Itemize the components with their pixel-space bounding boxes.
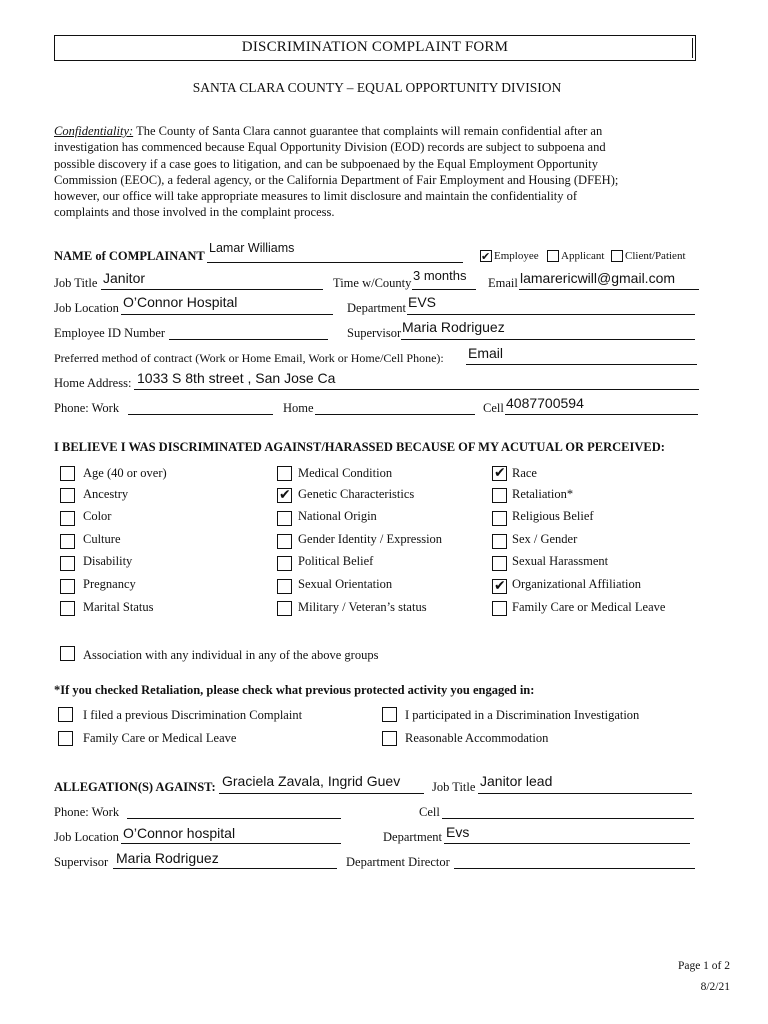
email-label: Email	[488, 276, 518, 290]
basis-label: Ancestry	[83, 487, 129, 501]
basis-color-checkbox[interactable]	[60, 511, 75, 526]
department-field[interactable]	[407, 314, 695, 315]
home-address-label: Home Address:	[54, 376, 132, 390]
employee-id-label: Employee ID Number	[54, 326, 166, 340]
confidentiality-line: possible discovery if a case goes to litigation, and can be subpoenaed by the Equal Employment Opportunity	[54, 156, 598, 171]
complainant-name-field[interactable]	[207, 262, 463, 263]
retaliation-accommodation-checkbox[interactable]	[382, 731, 397, 746]
basis-organizational-affiliation-checkbox[interactable]	[492, 579, 507, 594]
checkmark-icon: ✔	[494, 578, 506, 594]
allegation-cell-field[interactable]	[442, 818, 694, 819]
confidentiality-line: Commission (EEOC), a federal agency, or the California Department of Fair Employment and Housing (DFEH);	[54, 172, 619, 187]
form-subtitle: SANTA CLARA COUNTY – EQUAL OPPORTUNITY DIVISION	[192, 80, 562, 95]
supervisor-field[interactable]	[401, 339, 695, 340]
allegation-department-field[interactable]	[444, 843, 690, 844]
basis-label: Religious Belief	[512, 509, 594, 523]
job-location-label: Job Location	[54, 301, 119, 315]
job-location-value: O’Connor Hospital	[123, 294, 238, 310]
time-with-county-field[interactable]	[412, 289, 476, 290]
allegation-director-field[interactable]	[454, 868, 695, 869]
retaliation-option-label: I participated in a Discrimination Investigation	[405, 708, 640, 722]
allegation-phone-work-label: Phone: Work	[54, 805, 120, 819]
checkmark-icon: ✔	[279, 487, 291, 503]
retaliation-option-label: Reasonable Accommodation	[405, 731, 549, 745]
allegation-job-title-value: Janitor lead	[480, 773, 553, 789]
basis-label: Sexual Harassment	[512, 554, 609, 568]
phone-home-field[interactable]	[315, 414, 475, 415]
basis-culture-checkbox[interactable]	[60, 534, 75, 549]
basis-medical-condition-checkbox[interactable]	[277, 466, 292, 481]
employee-id-field[interactable]	[169, 339, 328, 340]
allegation-value: Graciela Zavala, Ingrid Guev	[222, 773, 401, 789]
checkmark-icon: ✔	[494, 465, 506, 481]
preferred-contact-label: Preferred method of contract (Work or Home Email, Work or Home/Cell Phone):	[54, 351, 444, 365]
basis-label: Race	[512, 466, 537, 480]
retaliation-previous-complaint-checkbox[interactable]	[58, 707, 73, 722]
preferred-contact-field[interactable]	[466, 364, 697, 365]
supervisor-value: Maria Rodriguez	[402, 319, 505, 335]
status-client-patient-checkbox[interactable]	[611, 250, 623, 262]
allegation-job-title-field[interactable]	[478, 793, 692, 794]
allegation-supervisor-field[interactable]	[113, 868, 337, 869]
basis-label: Sex / Gender	[512, 532, 578, 546]
basis-sexual-harassment-checkbox[interactable]	[492, 556, 507, 571]
retaliation-investigation-checkbox[interactable]	[382, 707, 397, 722]
allegation-job-location-value: O’Connor hospital	[123, 825, 236, 841]
allegation-supervisor-label: Supervisor	[54, 855, 109, 869]
phone-work-label: Phone: Work	[54, 401, 120, 415]
revision-date: 8/2/21	[700, 981, 730, 993]
basis-label: Political Belief	[298, 554, 374, 568]
basis-label: Family Care or Medical Leave	[512, 600, 666, 614]
phone-cell-field[interactable]	[505, 414, 698, 415]
basis-genetic-checkbox[interactable]	[277, 488, 292, 503]
retaliation-option-label: I filed a previous Discrimination Complaint	[83, 708, 303, 722]
allegation-label: ALLEGATION(S) AGAINST:	[54, 780, 216, 794]
home-address-field[interactable]	[134, 389, 699, 390]
basis-disability-checkbox[interactable]	[60, 556, 75, 571]
status-applicant-label: Applicant	[561, 250, 605, 262]
discrimination-basis-heading: I BELIEVE I WAS DISCRIMINATED AGAINST/HARASSED BECAUSE OF MY ACUTUAL OR PERCEIVED:	[54, 440, 665, 454]
basis-retaliation-checkbox[interactable]	[492, 488, 507, 503]
retaliation-option-label: Family Care or Medical Leave	[83, 731, 237, 745]
allegation-supervisor-value: Maria Rodriguez	[116, 850, 219, 866]
basis-national-origin-checkbox[interactable]	[277, 511, 292, 526]
basis-label: Culture	[83, 532, 121, 546]
status-employee-checkbox[interactable]	[480, 250, 492, 262]
job-title-label: Job Title	[54, 276, 98, 290]
basis-label: Military / Veteran’s status	[298, 600, 427, 614]
basis-label: Organizational Affiliation	[512, 577, 642, 591]
phone-cell-value: 4087700594	[506, 395, 584, 411]
basis-label: Gender Identity / Expression	[298, 532, 443, 546]
allegation-field[interactable]	[219, 793, 424, 794]
basis-military-checkbox[interactable]	[277, 601, 292, 616]
confidentiality-label: Confidentiality:	[54, 124, 134, 138]
home-address-value: 1033 S 8th street , San Jose Ca	[137, 370, 336, 386]
basis-label: Pregnancy	[83, 577, 136, 591]
basis-label: Sexual Orientation	[298, 577, 393, 591]
phone-home-label: Home	[283, 401, 314, 415]
status-employee-label: Employee	[494, 250, 539, 262]
job-title-field[interactable]	[101, 289, 323, 290]
allegation-phone-work-field[interactable]	[127, 818, 341, 819]
complainant-name-value: Lamar Williams	[209, 241, 295, 255]
time-with-county-label: Time w/County	[333, 276, 412, 290]
association-checkbox[interactable]	[60, 646, 75, 661]
complainant-name-label: NAME of COMPLAINANT	[54, 249, 205, 263]
preferred-contact-value: Email	[468, 345, 504, 361]
basis-label: Disability	[83, 554, 133, 568]
form-title-box	[54, 35, 696, 61]
allegation-director-label: Department Director	[346, 855, 450, 869]
page-number: Page 1 of 2	[677, 960, 730, 972]
confidentiality-line: however, our office will take appropriate measures to limit disclosure and maintain the confidentiality of	[54, 189, 578, 204]
basis-label: Retaliation*	[512, 487, 574, 501]
checkmark-icon: ✔	[481, 250, 491, 263]
status-applicant-checkbox[interactable]	[547, 250, 559, 262]
email-value: lamarericwill@gmail.com	[520, 270, 676, 286]
allegation-job-location-field[interactable]	[121, 843, 341, 844]
confidentiality-paragraph	[54, 123, 694, 221]
basis-ancestry-checkbox[interactable]	[60, 488, 75, 503]
basis-family-care-checkbox[interactable]	[492, 601, 507, 616]
status-client-patient-label: Client/Patient	[625, 250, 686, 262]
email-field[interactable]	[519, 289, 699, 290]
job-title-value: Janitor	[103, 270, 146, 286]
association-label: Association with any individual in any of the above groups	[83, 648, 379, 662]
basis-race-checkbox[interactable]	[492, 466, 507, 481]
allegation-job-title-label: Job Title	[432, 780, 476, 794]
basis-label: Marital Status	[83, 600, 154, 614]
basis-marital-status-checkbox[interactable]	[60, 601, 75, 616]
confidentiality-line: complaints and those involved in the complaint process.	[54, 205, 335, 220]
basis-gender-identity-checkbox[interactable]	[277, 534, 292, 549]
basis-label: Genetic Characteristics	[298, 487, 415, 501]
department-label: Department	[347, 301, 407, 315]
phone-work-field[interactable]	[128, 414, 273, 415]
basis-label: Color	[83, 509, 112, 523]
basis-label: Medical Condition	[298, 466, 393, 480]
allegation-department-value: Evs	[446, 824, 470, 840]
phone-cell-label: Cell	[483, 401, 504, 415]
retaliation-heading: *If you checked Retaliation, please check what previous protected activity you engaged in:	[54, 683, 535, 697]
basis-age-checkbox[interactable]	[60, 466, 75, 481]
allegation-department-label: Department	[383, 830, 443, 844]
basis-label: National Origin	[298, 509, 377, 523]
allegation-cell-label: Cell	[419, 805, 440, 819]
basis-pregnancy-checkbox[interactable]	[60, 579, 75, 594]
department-value: EVS	[408, 294, 437, 310]
supervisor-label: Supervisor	[347, 326, 402, 340]
confidentiality-line: investigation has commenced because Equal Opportunity Division (EOD) records are subject to subpoena and	[54, 140, 606, 155]
retaliation-family-care-checkbox[interactable]	[58, 731, 73, 746]
form-title: DISCRIMINATION COMPLAINT FORM	[241, 39, 509, 55]
basis-sex-gender-checkbox[interactable]	[492, 534, 507, 549]
time-with-county-value: 3 months	[413, 268, 467, 283]
job-location-field[interactable]	[121, 314, 333, 315]
allegation-job-location-label: Job Location	[54, 830, 119, 844]
basis-sexual-orientation-checkbox[interactable]	[277, 579, 292, 594]
basis-religious-belief-checkbox[interactable]	[492, 511, 507, 526]
basis-political-belief-checkbox[interactable]	[277, 556, 292, 571]
confidentiality-line: The County of Santa Clara cannot guarantee that complaints will remain confidential after an	[136, 124, 603, 138]
basis-label: Age (40 or over)	[83, 466, 167, 480]
